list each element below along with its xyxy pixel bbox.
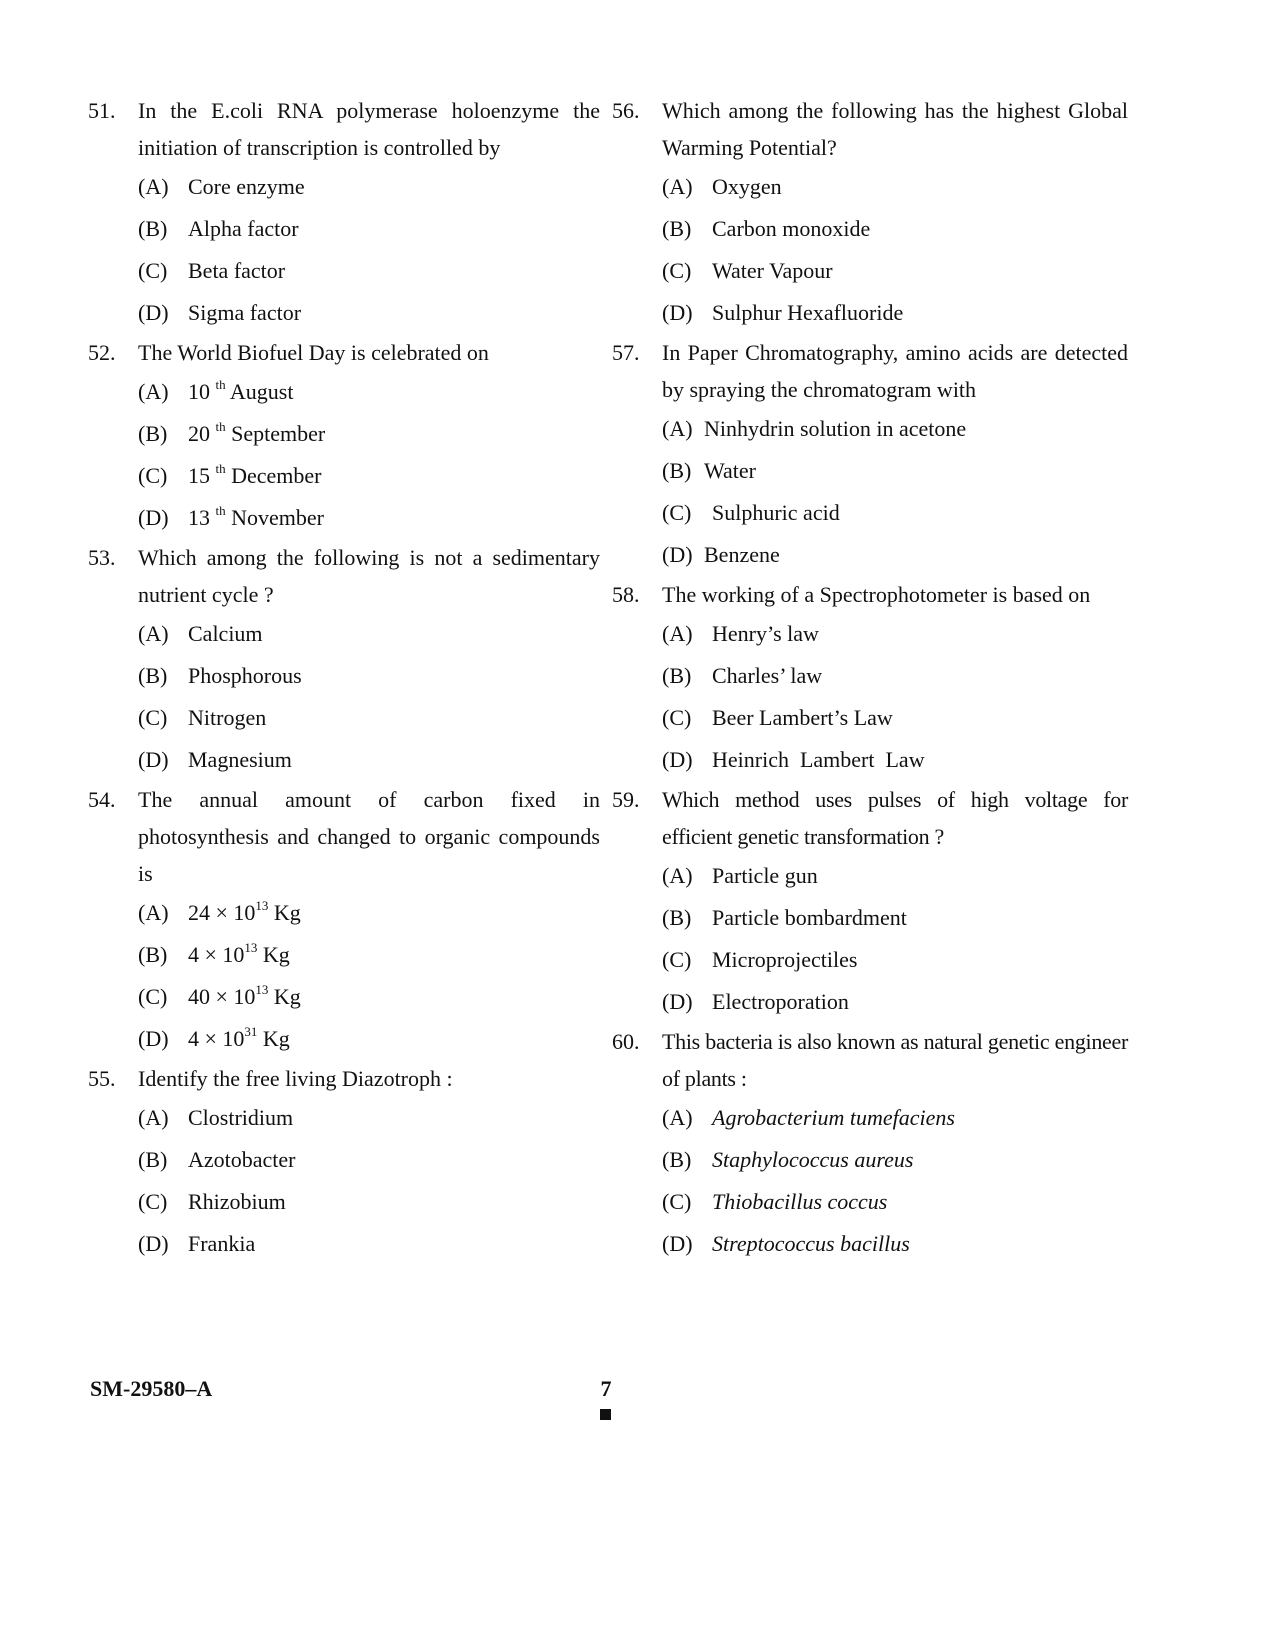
option-letter: (D) — [138, 1231, 169, 1256]
option-d — [138, 1223, 600, 1265]
option-b — [138, 934, 600, 976]
option-text: 10 $^{th}$ August — [188, 376, 294, 404]
options-list — [88, 613, 600, 781]
option-d — [662, 739, 1128, 781]
option-text: Water Vapour — [712, 258, 833, 283]
option-letter: (B) — [138, 421, 168, 446]
option-text: Charles’ law — [712, 663, 823, 688]
option-d — [662, 534, 1128, 576]
page-number: 7 — [600, 1376, 612, 1401]
option-letter: (A) — [138, 379, 169, 404]
option-text: Azotobacter — [188, 1147, 296, 1172]
option-letter: (C) — [138, 984, 168, 1009]
option-b — [138, 1139, 600, 1181]
option-text: 13 $^{th}$ November — [188, 502, 324, 530]
question-57 — [612, 334, 1128, 576]
square-mark-icon — [600, 1409, 611, 1420]
question-number: 59. — [612, 787, 640, 812]
option-letter: (A) — [662, 1105, 693, 1130]
exponent: 13 — [244, 939, 258, 955]
option-d — [138, 292, 600, 334]
option-b — [662, 655, 1128, 697]
question-number: 58. — [612, 582, 640, 607]
option-b — [138, 655, 600, 697]
option-text: Sigma factor — [188, 300, 302, 325]
option-text: $4 \times 10^{13}$ Kg — [188, 939, 290, 967]
option-d — [662, 1223, 1128, 1265]
option-text: Benzene — [704, 542, 780, 567]
option-letter: (B) — [662, 1147, 692, 1172]
question-text: Which among the following is not a sedimentary nutrient cycle ? — [138, 545, 600, 607]
option-letter: (D) — [138, 300, 169, 325]
option-letter: (C) — [138, 463, 168, 488]
option-c — [662, 492, 1128, 534]
options-list — [612, 408, 1128, 576]
options-list — [612, 613, 1128, 781]
option-letter: (D) — [662, 747, 693, 772]
option-text: Streptococcus bacillus — [712, 1231, 910, 1256]
option-letter: (C) — [138, 1189, 168, 1214]
option-c — [662, 250, 1128, 292]
option-text: Carbon monoxide — [712, 216, 871, 241]
option-a — [662, 1097, 1128, 1139]
option-text: $24 \times 10^{13}$ Kg — [188, 897, 301, 925]
option-d — [138, 739, 600, 781]
right-column — [612, 92, 1128, 1265]
question-text: The World Biofuel Day is celebrated on — [138, 340, 489, 365]
option-text: Oxygen — [712, 174, 782, 199]
question-number: 57. — [612, 340, 640, 365]
option-text: $4 \times 10^{31}$ Kg — [188, 1023, 290, 1051]
option-c — [662, 1181, 1128, 1223]
options-list — [88, 1097, 600, 1265]
question-number: 52. — [88, 340, 116, 365]
option-a — [662, 855, 1128, 897]
option-c — [662, 697, 1128, 739]
left-column — [88, 92, 600, 1265]
option-letter: (C) — [662, 500, 692, 525]
question-52 — [88, 334, 600, 539]
question-number: 56. — [612, 98, 640, 123]
option-text: Heinrich Lambert Law — [712, 747, 925, 772]
option-text: Water — [704, 458, 756, 483]
options-list — [612, 166, 1128, 334]
option-a — [138, 613, 600, 655]
option-letter: (C) — [138, 705, 168, 730]
question-56 — [612, 92, 1128, 334]
option-letter: (D) — [662, 989, 693, 1014]
option-c — [662, 939, 1128, 981]
question-text: The working of a Spectrophotometer is based on — [662, 582, 1091, 607]
question-text: In Paper Chromatography, amino acids are detected by spraying the chromatogram with — [662, 340, 1128, 402]
option-text: Microprojectiles — [712, 947, 858, 972]
option-letter: (B) — [138, 216, 168, 241]
paper-code: SM-29580–A — [90, 1376, 213, 1401]
question-54 — [88, 781, 600, 1060]
question-53 — [88, 539, 600, 781]
option-text: Thiobacillus coccus — [712, 1189, 888, 1214]
options-list — [88, 166, 600, 334]
option-b — [662, 897, 1128, 939]
option-text: Clostridium — [188, 1105, 294, 1130]
option-letter: (C) — [662, 705, 692, 730]
option-text: Beta factor — [188, 258, 286, 283]
option-text: Rhizobium — [188, 1189, 286, 1214]
ordinal-suffix: th — [215, 460, 226, 476]
option-letter: (B) — [138, 942, 168, 967]
option-text: Calcium — [188, 621, 263, 646]
option-text: Magnesium — [188, 747, 292, 772]
question-58 — [612, 576, 1128, 781]
option-text: $40 \times 10^{13}$ Kg — [188, 981, 301, 1009]
option-letter: (B) — [138, 1147, 168, 1172]
option-text: 20 $^{th}$ September — [188, 418, 326, 446]
question-number: 54. — [88, 787, 116, 812]
question-55 — [88, 1060, 600, 1265]
option-text: Particle gun — [712, 863, 818, 888]
question-number: 53. — [88, 545, 116, 570]
option-c — [138, 976, 600, 1018]
option-letter: (A) — [138, 900, 169, 925]
option-b — [138, 413, 600, 455]
option-d — [138, 497, 600, 539]
option-d — [662, 981, 1128, 1023]
option-b — [138, 208, 600, 250]
option-letter: (D) — [138, 747, 169, 772]
option-text: Henry’s law — [712, 621, 819, 646]
option-text: Phosphorous — [188, 663, 302, 688]
question-number: 51. — [88, 98, 116, 123]
question-text: Which among the following has the highest Global Warming Potential? — [662, 98, 1128, 160]
options-list — [88, 371, 600, 539]
option-b — [662, 1139, 1128, 1181]
question-number: 55. — [88, 1066, 116, 1091]
option-c — [138, 455, 600, 497]
option-letter: (B) — [662, 905, 692, 930]
option-letter: (A) — [662, 863, 693, 888]
option-text: Sulphur Hexafluoride — [712, 300, 904, 325]
option-letter: (A) — [662, 621, 693, 646]
option-d — [662, 292, 1128, 334]
ordinal-suffix: th — [215, 418, 226, 434]
option-letter: (B) — [662, 663, 692, 688]
option-a — [138, 371, 600, 413]
question-text: This bacteria is also known as natural genetic engineer of plants : — [662, 1029, 1128, 1091]
option-letter: (C) — [662, 947, 692, 972]
options-list — [88, 892, 600, 1060]
options-list — [612, 855, 1128, 1023]
option-text: Core enzyme — [188, 174, 305, 199]
option-c — [138, 1181, 600, 1223]
option-letter: (A) — [662, 416, 693, 441]
exponent: 13 — [255, 981, 269, 997]
question-text: The annual amount of carbon fixed in photosynthesis and changed to organic compounds is — [138, 787, 600, 886]
option-a — [662, 613, 1128, 655]
option-a — [662, 408, 1128, 450]
option-letter: (A) — [662, 174, 693, 199]
option-letter: (C) — [662, 258, 692, 283]
question-text: Which method uses pulses of high voltage for efficient genetic transformation ? — [662, 787, 1128, 849]
option-letter: (A) — [138, 1105, 169, 1130]
option-text: 15 $^{th}$ December — [188, 460, 322, 488]
question-51 — [88, 92, 600, 334]
option-letter: (D) — [662, 542, 693, 567]
option-text: Agrobacterium tumefaciens — [712, 1105, 955, 1130]
option-text: Electroporation — [712, 989, 849, 1014]
option-a — [138, 166, 600, 208]
option-c — [138, 697, 600, 739]
option-letter: (A) — [138, 174, 169, 199]
option-letter: (B) — [138, 663, 168, 688]
option-text: Beer Lambert’s Law — [712, 705, 893, 730]
option-text: Sulphuric acid — [712, 500, 840, 525]
option-letter: (B) — [662, 458, 692, 483]
question-text: In the E.coli RNA polymerase holoenzyme the initiation of transcription is controlled by — [138, 98, 600, 160]
option-letter: (D) — [138, 1026, 169, 1051]
options-list — [612, 1097, 1128, 1265]
option-a — [138, 1097, 600, 1139]
option-text: Particle bombardment — [712, 905, 907, 930]
option-text: Ninhydrin solution in acetone — [704, 416, 967, 441]
option-b — [662, 208, 1128, 250]
option-c — [138, 250, 600, 292]
ordinal-suffix: th — [215, 502, 226, 518]
question-59 — [612, 781, 1128, 1023]
option-d — [138, 1018, 600, 1060]
option-letter: (B) — [662, 216, 692, 241]
option-text: Alpha factor — [188, 216, 299, 241]
option-text: Nitrogen — [188, 705, 267, 730]
option-letter: (A) — [138, 621, 169, 646]
option-letter: (C) — [138, 258, 168, 283]
exponent: 31 — [244, 1023, 258, 1039]
option-text: Staphylococcus aureus — [712, 1147, 914, 1172]
option-letter: (D) — [662, 1231, 693, 1256]
option-text: Frankia — [188, 1231, 256, 1256]
option-b — [662, 450, 1128, 492]
option-a — [138, 892, 600, 934]
exponent: 13 — [255, 897, 269, 913]
option-letter: (D) — [662, 300, 693, 325]
option-a — [662, 166, 1128, 208]
option-letter: (C) — [662, 1189, 692, 1214]
question-text: Identify the free living Diazotroph : — [138, 1066, 453, 1091]
question-60 — [612, 1023, 1128, 1265]
question-number: 60. — [612, 1029, 640, 1054]
ordinal-suffix: th — [215, 376, 226, 392]
option-letter: (D) — [138, 505, 169, 530]
